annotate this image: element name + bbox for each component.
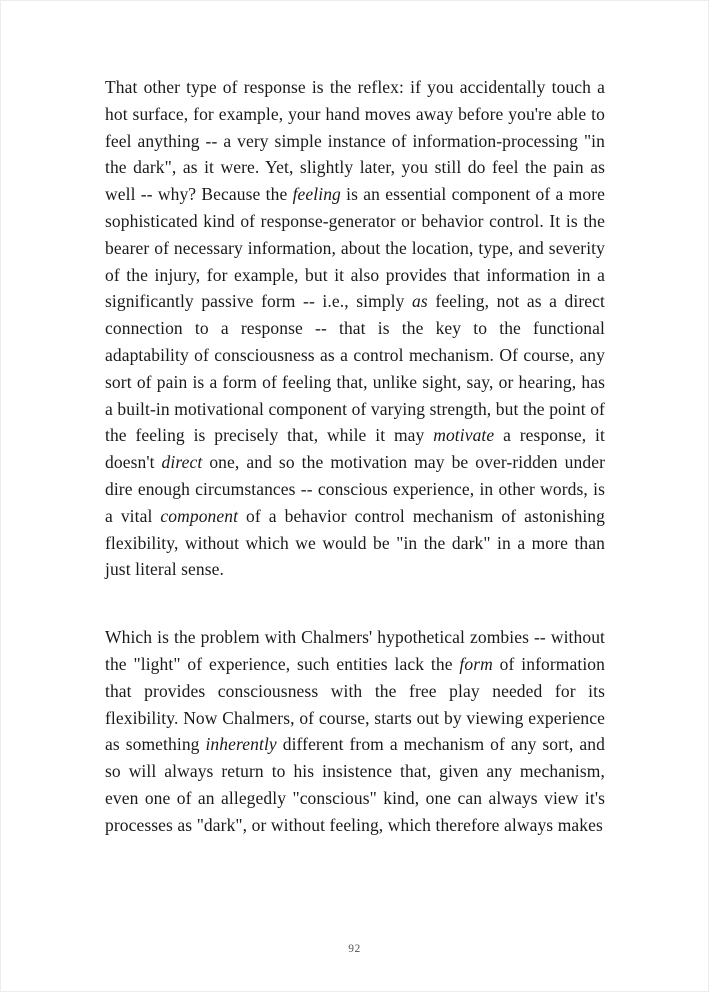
- italic-text-run: as: [412, 291, 428, 312]
- italic-text-run: form: [459, 653, 493, 674]
- text-run: one, and so the motivation may be over-ridden under dire enough circumstances -- conscious experience, in other words, is a vital: [105, 452, 605, 526]
- paragraph: [105, 74, 605, 583]
- italic-text-run: inherently: [205, 734, 277, 755]
- text-run: a response, it doesn't: [105, 425, 605, 473]
- paragraph: [105, 624, 605, 838]
- italic-text-run: feeling: [292, 184, 341, 205]
- text-run: Which is the problem with Chalmers' hypothetical zombies -- without the "light" of experience, such entities lack the: [105, 627, 605, 674]
- text-run: feeling, not as a direct connection to a response -- that is the key to the functional adaptability of consciousness as a control mechanism. Of course, any sort of pain is a form of feeling that, unlike sight, say, or hearing, has a built-in motivational component of varying strength, but the point of the feeling is precisely that, while it may: [105, 291, 605, 446]
- text-run: different from a mechanism of any sort, and so will always return to his insistence that, given any mechanism, even one of an allegedly "conscious" kind, one can always view it's processes as "dark", or without feeling, which therefore always makes: [105, 734, 606, 835]
- text-run: That other type of response is the reflex: if you accidentally touch a hot surface, for example, your hand moves away before you're able to feel anything -- a very simple instance of information-processing "in the dark", as it were. Yet, slightly later, you still do feel the pain as well -- why? Because the: [105, 77, 605, 205]
- italic-text-run: motivate: [433, 425, 495, 446]
- text-run: of information that provides consciousness with the free play needed for its flexibility. Now Chalmers, of course, starts out by viewing experience as something: [105, 653, 605, 755]
- text-run: of a behavior control mechanism of astonishing flexibility, without which we would be "in the dark" in a more than just literal sense.: [105, 505, 605, 580]
- text-block: [105, 74, 605, 880]
- page-number: 92: [348, 943, 361, 955]
- italic-text-run: component: [160, 505, 239, 526]
- italic-text-run: direct: [161, 452, 203, 473]
- text-run: is an essential component of a more sophisticated kind of response-generator or behavior control. It is the bearer of necessary information, about the location, type, and severity of the injury, for example, but it also provides that information in a significantly passive form -- i.e., simply: [105, 184, 605, 312]
